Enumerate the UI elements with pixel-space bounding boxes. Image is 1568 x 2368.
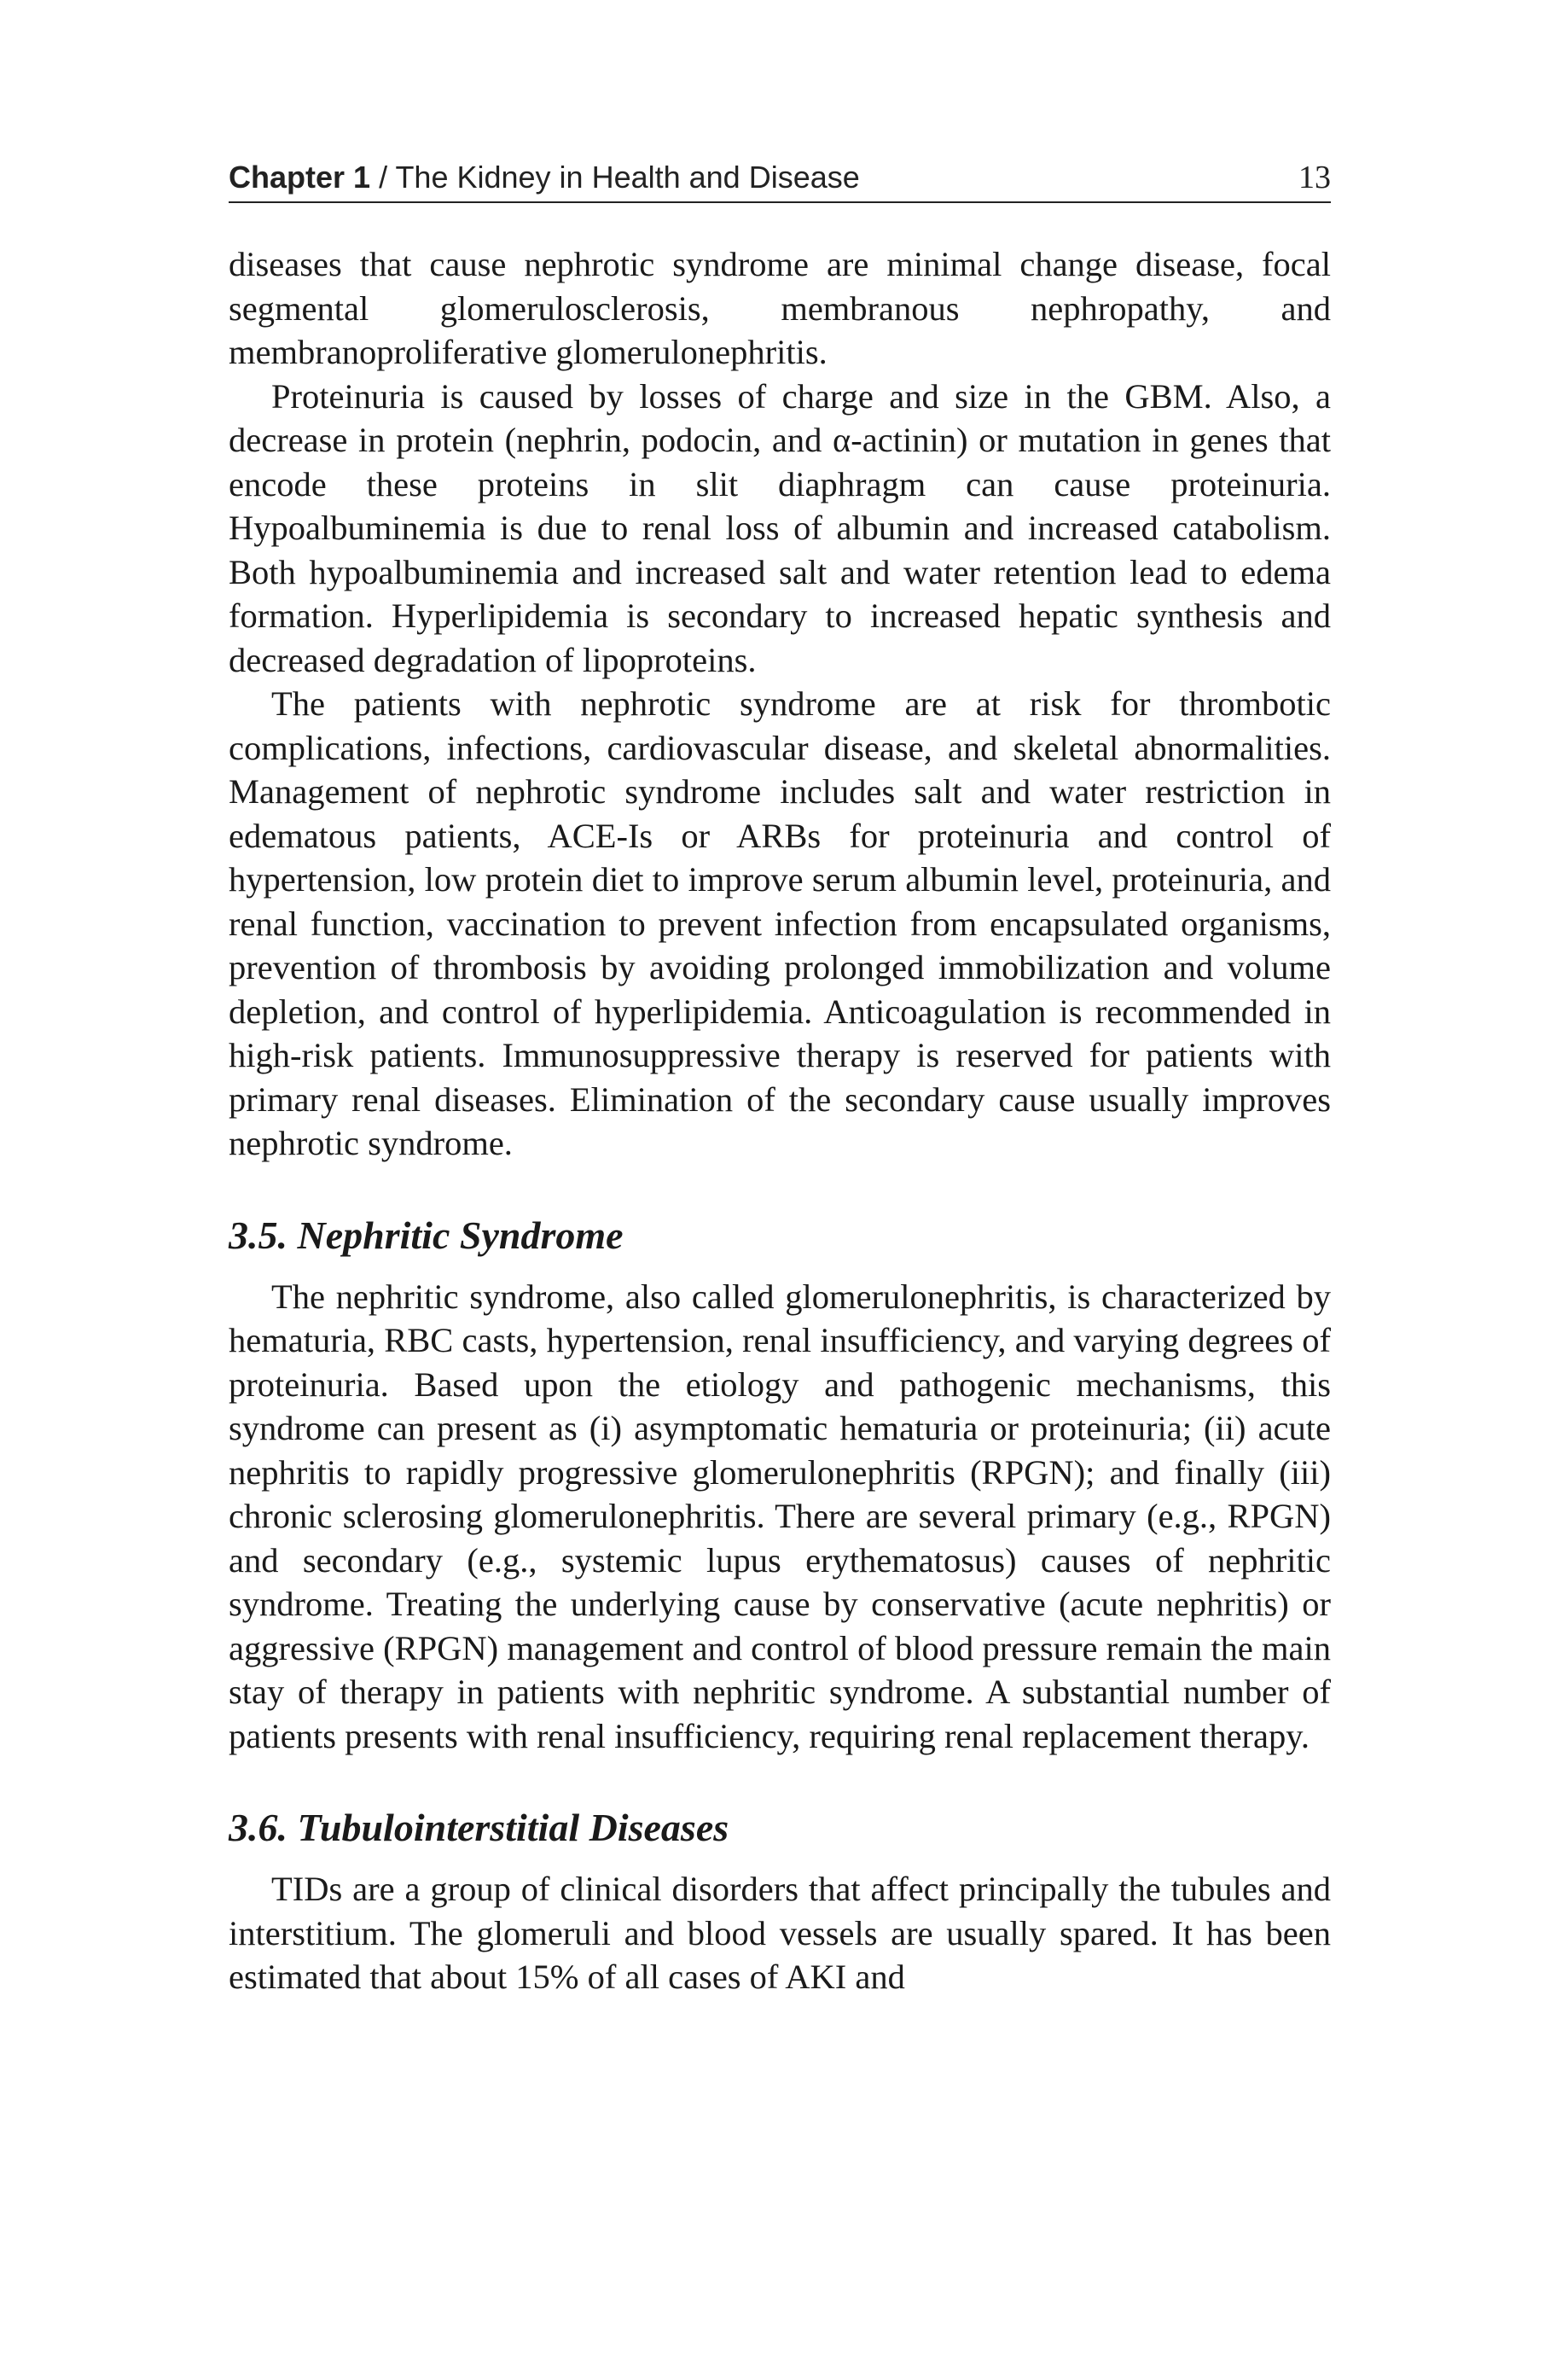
book-page [229,159,1331,1999]
body-text [229,242,1331,1999]
chapter-title-line [229,160,860,195]
paragraph-tubulointerstitial: TIDs are a group of clinical disorders that affect principally the tubules and interstitium. The glomeruli and blood vessels are usually spared. It has been estimated that about 15% of all cases of AKI and [229,1870,1331,1996]
paragraph-nephritic: The nephritic syndrome, also called glomerulonephritis, is characterized by hematuria, RBC casts, hypertension, renal insufficiency, and varying degrees of proteinuria. Based upon the etiology and pathogenic mechanisms, this syndrome can present as (i) asymptomatic hematuria or proteinuria; (ii) acute nephritis to rapidly progressive glomerulonephritis (RPGN); and finally (iii) chronic sclerosing glomerulonephritis. There are several primary (e.g., RPGN) and secondary (e.g., systemic lupus erythematosus) causes of nephritic syndrome. Treating the underlying cause by conservative (acute nephritis) or aggressive (RPGN) management and control of blood pressure remain the main stay of therapy in patients with nephritic syndrome. A substantial number of patients presents with renal insufficiency, requiring renal replacement therapy. [229,1277,1331,1755]
chapter-separator: / [379,160,388,195]
paragraph-proteinuria: Proteinuria is caused by losses of charge and size in the GBM. Also, a decrease in protein (nephrin, podocin, and α-actinin) or mutation in genes that encode these proteins in slit diaphragm can cause proteinuria. Hypoalbuminemia is due to renal loss of albumin and increased catabolism. Both hypoalbuminemia and increased salt and water retention lead to edema formation. Hyperlipidemia is secondary to increased hepatic synthesis and decreased degradation of lipoproteins. [229,376,1331,679]
chapter-label: Chapter 1 [229,160,371,195]
paragraph-management: The patients with nephrotic syndrome are at risk for thrombotic complications, infections, cardiovascular disease, and skeletal abnormalities. Management of nephrotic syndrome includes salt and water restriction in edematous patients, ACE-Is or ARBs for proteinuria and control of hypertension, low protein diet to improve serum albumin level, proteinuria, and renal function, vaccination to prevent infection from encapsulated organisms, prevention of thrombosis by avoiding prolonged immobilization and volume depletion, and control of hyperlipidemia. Anticoagulation is recommended in high-risk patients. Immunosuppressive therapy is reserved for patients with primary renal diseases. Elimination of the secondary cause usually improves nephrotic syndrome. [229,684,1331,1162]
chapter-title: The Kidney in Health and Disease [395,160,860,195]
page-number: 13 [1298,160,1331,195]
paragraph-continuation: diseases that cause nephrotic syndrome are minimal change disease, focal segmental glomerulosclerosis, membranous nephropathy, and membranoproliferative glomerulonephritis. [229,245,1331,371]
running-header [229,159,1331,203]
section-heading-tubulointerstitial: 3.6. Tubulointerstitial Diseases [229,1806,729,1849]
section-heading-nephritic: 3.5. Nephritic Syndrome [229,1213,624,1257]
